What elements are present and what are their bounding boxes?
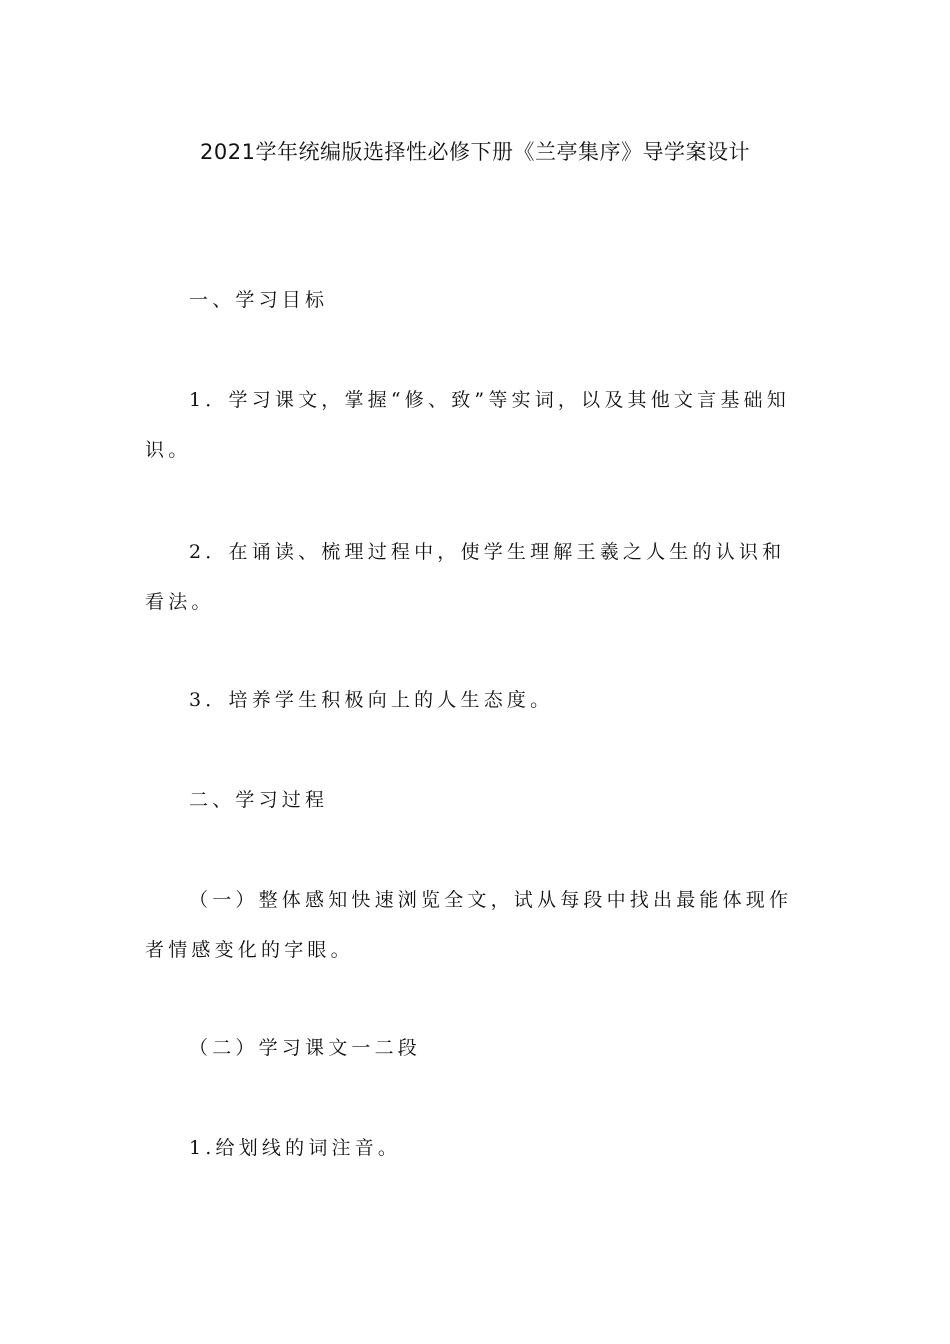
document-title: 2021学年统编版选择性必修下册《兰亭集序》导学案设计 [200,140,750,164]
objective-item-2: 2．在诵读、梳理过程中，使学生理解王羲之人生的认识和看法。 [145,541,786,613]
process-step-1: （一）整体感知快速浏览全文，试从每段中找出最能体现作者情感变化的字眼。 [145,889,793,961]
section-heading-process: 二、学习过程 [189,789,329,811]
section-heading-objectives: 一、学习目标 [189,289,329,311]
task-item-1: 1.给划线的词注音。 [189,1137,402,1159]
objective-item-3: 3．培养学生积极向上的人生态度。 [189,689,554,711]
process-step-2: （二）学习课文一二段 [189,1037,422,1059]
objective-item-1: 1．学习课文，掌握“修、致”等实词，以及其他文言基础知识。 [145,389,790,461]
